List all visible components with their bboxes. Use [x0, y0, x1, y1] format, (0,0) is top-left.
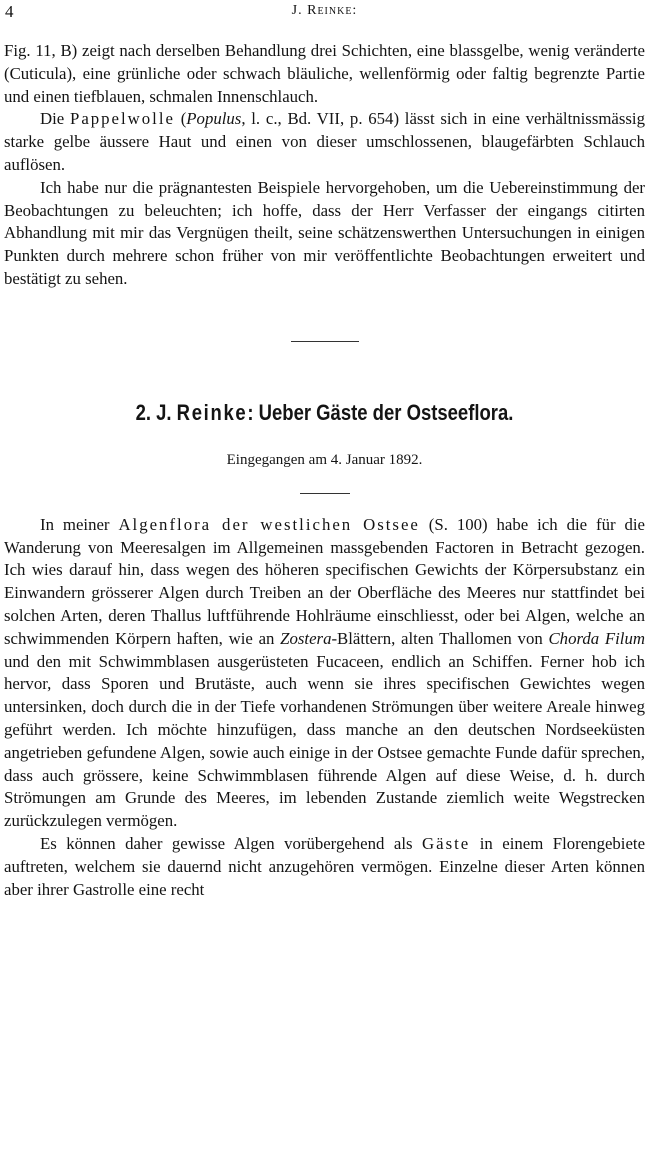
article-author: Reinke [176, 399, 248, 425]
section-divider [291, 341, 359, 342]
paragraph-fig-11: Fig. 11, B) zeigt nach derselben Behandlung drei Schichten, eine blassgelbe, wenig veränderte (Cuticula), eine grünliche oder schwach bläuliche, wellenförmig oder faltig begrenzte Partie und einen tiefblauen, schmalen Innenschlauch. [4, 41, 645, 106]
algenflora-book-title: Algenflora der westlichen Ostsee [118, 514, 420, 534]
running-title: J. Reinke: [291, 3, 358, 18]
title-divider [300, 493, 350, 494]
article-title [55, 400, 593, 426]
pappelwolle-lead: Die [40, 109, 70, 129]
zostera-genus: Zostera [280, 628, 332, 648]
algenflora-text-2: -Blättern, alten Thallomen von [331, 628, 549, 648]
article-body [4, 514, 645, 902]
gaeste-rest: in einem Florengebiete auftreten, welchem sie dauernd nicht anzugehören vermögen. Einzelne dieser Arten können aber ihrer Gastrolle eine recht [4, 833, 646, 899]
paragraph-gaeste [4, 833, 645, 901]
paragraph-conclusion: Ich habe nur die prägnantesten Beispiele hervorgehoben, um die Uebereinstimmung der Beobachtungen zu beleuchten; ich hoffe, dass der Herr Verfasser der eingangs citirten Abhandlung mit mir das Vergnügen theilt, seine schätzenswerthen Untersuchungen in einigen Punkten durch mehrere schon früher von mir veröffentlichte Beobachtungen erweitert und bestätigt zu sehen. [4, 177, 645, 288]
gaeste-term: Gäste [422, 833, 471, 853]
algenflora-text-1: (S. 100) habe ich die für die Wanderung von Meeresalgen im Allgemeinen massgebenden Factoren in Betracht gezogen. Ich wies darauf hin, dass wegen des höheren specifischen Gewichts der Körpersubstanz ein Einwandern grösserer Algen durch Treiben an der Oberfläche des Meeres nur stattfindet bei solchen Arten, deren Thallus luftführende Hohlräume einschliesst, oder bei Algen, welche an schwimmenden Körpern haften, wie an [4, 514, 645, 648]
article-number: 2. J. [135, 399, 177, 425]
paragraph-pappelwolle [4, 108, 645, 176]
article-title-text: : Ueber Gäste der Ostseeflora. [247, 399, 514, 425]
pappelwolle-paren: ( [174, 109, 187, 129]
running-header [4, 2, 645, 24]
received-date: Eingegangen am 4. Januar 1892. [226, 451, 423, 468]
algenflora-text-3: und den mit Schwimmblasen ausgerüsteten Fucaceen, endlich an Schiffen. Ferner hob ich hervor, dass Sporen und Brutäste, auch wenn sie ihres specifischen Gewichtes wegen untersinken, doch durch die in der Tiefe vorhandenen Strömungen über weitere Areale hinweg geführt werden. Ich möchte hinzufügen, dass manche an den deutschen Nordseeküsten angetrieben gefundene Algen, sowie auch einige in der Ostsee gemachte Funde dafür sprechen, dass auch grössere, keine Schwimmblasen führende Algen auf diese Weise, d. h. durch Strömungen am Grunde des Meeres, im lebenden Zustande ziemlich weite Wegstrecken zurückzulegen vermögen. [4, 651, 645, 831]
pappelwolle-rest: , l. c., Bd. VII, p. 654) lässt sich in eine verhältnissmässig starke gelbe äussere Haut und einen von dieser umschlossenen, blaugefärbten Schlauch auflösen. [4, 109, 645, 174]
page-number: 4 [5, 2, 14, 21]
previous-article-ending [4, 40, 645, 291]
populus-genus: Populus [186, 109, 242, 129]
algenflora-lead: In meiner [40, 514, 119, 534]
chorda-filum-species: Chorda Filum [548, 628, 645, 648]
document-page [0, 2, 650, 1152]
paragraph-algenflora [4, 514, 645, 833]
pappelwolle-term: Pappelwolle [69, 109, 175, 129]
gaeste-lead: Es können daher gewisse Algen vorübergehend als [40, 833, 423, 853]
